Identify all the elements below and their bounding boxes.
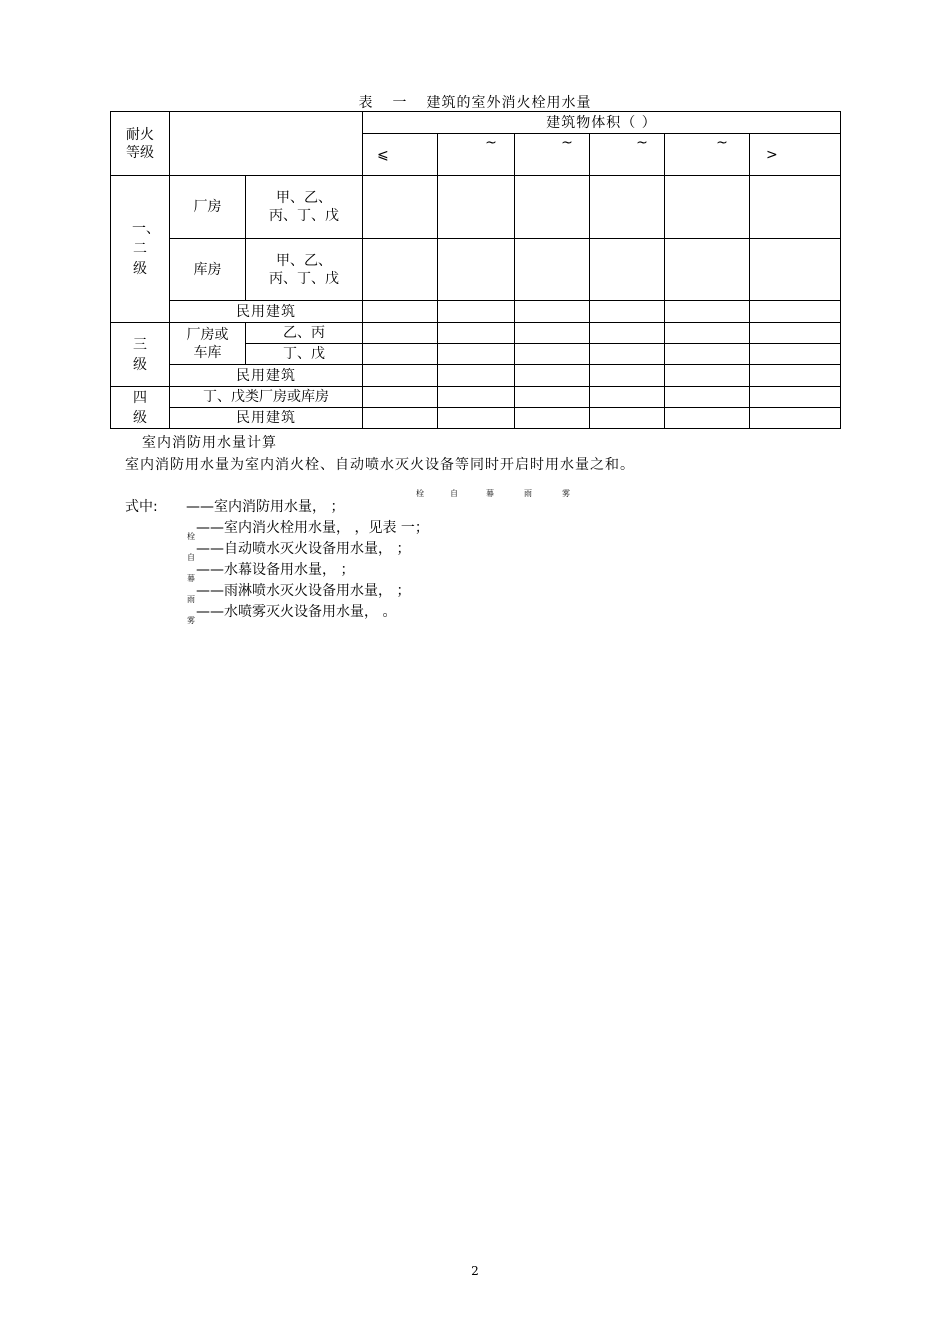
formula-sub-1: 栓 <box>416 489 424 498</box>
civil-label-4: 民用建筑 <box>170 408 363 429</box>
cell <box>590 408 665 429</box>
col-header-4: ~ <box>590 134 665 176</box>
header-volume: 建筑物体积（ ） <box>363 112 841 134</box>
sub-label-3: 幕 <box>187 574 195 583</box>
cell <box>515 344 590 365</box>
caption-prefix: 表 <box>358 95 373 111</box>
class-d-e: 丁、戊 <box>246 344 363 365</box>
grade-1-2: 一、二级 <box>111 176 170 323</box>
cell <box>438 239 515 301</box>
cell <box>363 408 438 429</box>
caption-title: 建筑的室外消火栓用水量 <box>426 95 592 111</box>
caption-dash: 一 <box>392 95 407 111</box>
col-header-2: ~ <box>438 134 515 176</box>
cell <box>590 239 665 301</box>
cell <box>590 365 665 387</box>
page-number: 2 <box>471 1264 479 1278</box>
col-header-5: ~ <box>665 134 750 176</box>
sub-label-4: 雨 <box>187 595 195 604</box>
header-grade: 耐火等级 <box>111 112 170 176</box>
cell <box>363 176 438 239</box>
factory-label: 厂房 <box>170 176 246 239</box>
cell <box>515 365 590 387</box>
warehouse-label: 库房 <box>170 239 246 301</box>
cell <box>665 176 750 239</box>
table-caption <box>110 92 840 112</box>
warehouse-classes: 甲、乙、丙、丁、戊 <box>246 239 363 301</box>
cell <box>665 323 750 344</box>
class-b-c: 乙、丙 <box>246 323 363 344</box>
cell <box>363 387 438 408</box>
sub-label-2: 自 <box>187 553 195 562</box>
cell <box>750 387 841 408</box>
cell <box>750 344 841 365</box>
cell <box>665 344 750 365</box>
formula-sub-5: 雾 <box>562 489 570 498</box>
civil-label-3: 民用建筑 <box>170 365 363 387</box>
cell <box>438 176 515 239</box>
cell <box>665 387 750 408</box>
sub-label-5: 雾 <box>187 616 195 625</box>
cell <box>665 239 750 301</box>
cell <box>438 344 515 365</box>
cell <box>665 408 750 429</box>
cell <box>438 301 515 323</box>
cell <box>438 387 515 408</box>
cell <box>438 365 515 387</box>
paragraph: 室内消防用水量为室内消火栓、自动喷水灭火设备等同时开启时用水量之和。 <box>125 457 635 473</box>
definition-1: ——室内消防用水量， ； <box>186 499 345 515</box>
cell <box>515 239 590 301</box>
civil-label-1: 民用建筑 <box>170 301 363 323</box>
grade4-type: 丁、戊类厂房或库房 <box>170 387 363 408</box>
definition-5: ——雨淋喷水灭火设备用水量， ； <box>196 583 411 599</box>
cell <box>438 323 515 344</box>
cell <box>363 344 438 365</box>
cell <box>515 323 590 344</box>
cell <box>590 176 665 239</box>
cell <box>590 323 665 344</box>
cell <box>750 301 841 323</box>
header-blank <box>170 112 363 176</box>
grade-3: 三级 <box>111 323 170 387</box>
cell <box>750 408 841 429</box>
cell <box>515 408 590 429</box>
water-volume-table <box>110 111 841 429</box>
factory-garage-label: 厂房或车库 <box>170 323 246 365</box>
cell <box>665 301 750 323</box>
cell <box>363 301 438 323</box>
cell <box>750 365 841 387</box>
cell <box>363 239 438 301</box>
col-header-1: ⩽ <box>363 134 438 176</box>
definition-6: ——水喷雾灭火设备用水量， 。 <box>196 604 397 620</box>
col-header-3: ~ <box>515 134 590 176</box>
cell <box>515 301 590 323</box>
cell <box>438 408 515 429</box>
formula-sub-2: 自 <box>450 489 458 498</box>
cell <box>750 239 841 301</box>
cell <box>750 176 841 239</box>
col-header-6: > <box>750 134 841 176</box>
formula-sub-4: 雨 <box>524 489 532 498</box>
cell <box>515 176 590 239</box>
section-heading: 室内消防用水量计算 <box>142 435 277 451</box>
cell <box>665 365 750 387</box>
cell <box>363 365 438 387</box>
definition-2: ——室内消火栓用水量， ，见表 一； <box>196 520 429 536</box>
formula-sub-3: 幕 <box>486 489 494 498</box>
factory-classes: 甲、乙、丙、丁、戊 <box>246 176 363 239</box>
where-label: 式中: <box>125 499 158 515</box>
cell <box>590 344 665 365</box>
definition-3: ——自动喷水灭火设备用水量， ； <box>196 541 411 557</box>
cell <box>515 387 590 408</box>
cell <box>590 387 665 408</box>
cell <box>590 301 665 323</box>
definition-4: ——水幕设备用水量， ； <box>196 562 355 578</box>
grade-4: 四级 <box>111 387 170 429</box>
cell <box>363 323 438 344</box>
sub-label-1: 栓 <box>187 532 195 541</box>
cell <box>750 323 841 344</box>
